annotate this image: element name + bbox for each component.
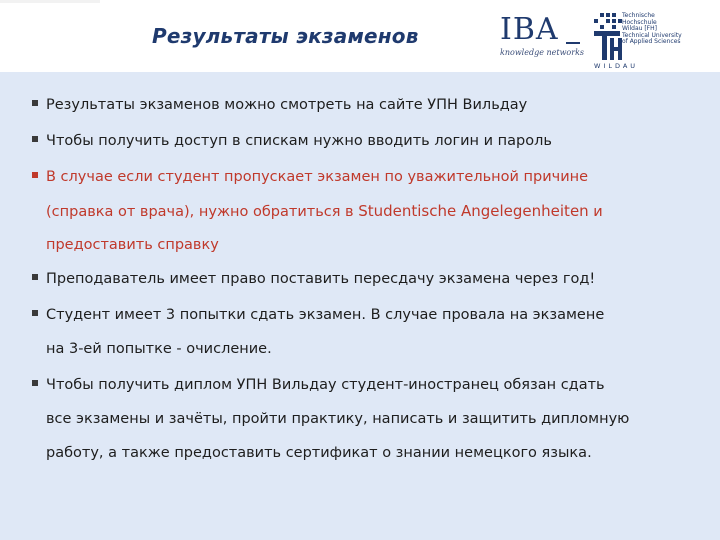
th-wildau-logo <box>590 13 686 71</box>
bullet-item: Преподаватель имеет право поставить пересдачу экзамена через год! <box>32 262 595 296</box>
slide-content <box>0 72 720 540</box>
bullet-continuation: (справка от врача), нужно обратиться в Studentische Angelegenheiten и <box>46 202 603 220</box>
slide-title: Результаты экзаменов <box>152 24 419 48</box>
bullet-continuation: предоставить справку <box>46 237 219 253</box>
slide-header <box>0 0 720 72</box>
bullet-item: Результаты экзаменов можно смотреть на сайте УПН Вильдау <box>32 88 527 122</box>
bullet-item: Чтобы получить диплом УПН Вильдау студент-иностранец обязан сдать <box>32 368 605 402</box>
header-divider <box>0 0 100 3</box>
iba-logo-tagline: knowledge networks <box>500 48 585 57</box>
bullet-marker-icon <box>32 380 38 386</box>
bullet-marker-icon <box>32 136 38 142</box>
bullet-marker-icon <box>32 310 38 316</box>
bullet-item-highlighted: В случае если студент пропускает экзамен по уважительной причине <box>32 160 588 194</box>
th-wildau-logo-text: Technische Hochschule Wildau [FH] Technical University of Applied Sciences <box>622 12 682 46</box>
bullet-continuation: все экзамены и зачёты, пройти практику, написать и защитить дипломную <box>46 411 630 427</box>
bullet-continuation: работу, а также предоставить сертификат о знании немецкого языка. <box>46 445 592 461</box>
iba-logo-wordmark: IBA <box>500 12 559 47</box>
th-wildau-logo-city: WILDAU <box>594 62 639 70</box>
bullet-marker-icon <box>32 172 38 178</box>
bullet-continuation: на 3-ей попытке - очисление. <box>46 341 272 357</box>
th-wildau-logo-mark <box>590 13 624 61</box>
bullet-item: Чтобы получить доступ в спискам нужно вводить логин и пароль <box>32 124 552 158</box>
office-name: Studentische Angelegenheiten <box>358 202 589 220</box>
bullet-marker-icon <box>32 274 38 280</box>
iba-logo-dash <box>566 42 580 44</box>
bullet-item: Студент имеет 3 попытки сдать экзамен. В случае провала на экзамене <box>32 298 604 332</box>
iba-logo <box>500 14 584 60</box>
bullet-marker-icon <box>32 100 38 106</box>
